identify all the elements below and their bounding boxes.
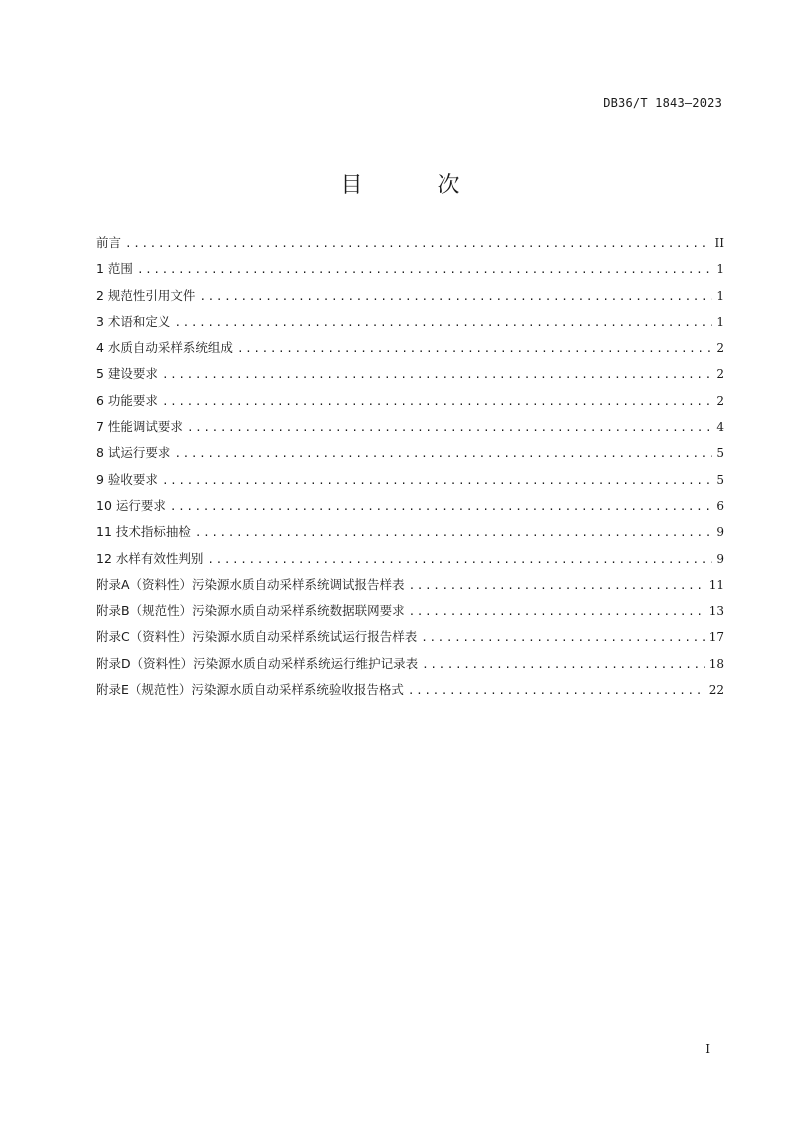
toc-leader-dots [409,575,705,597]
toc-entry[interactable] [96,653,724,679]
toc-entry-label: 2 规范性引用文件 [96,287,196,303]
toc-leader-dots [162,391,712,413]
toc-entry[interactable] [96,311,724,337]
toc-leader-dots [174,443,712,465]
toc-entry-label: 3 术语和定义 [96,313,171,329]
toc-entry-page: 22 [708,683,724,698]
toc-entry-label: 6 功能要求 [96,392,158,408]
toc-entry-label: 8 试运行要求 [96,445,171,461]
toc-entry[interactable] [96,390,724,416]
toc-leader-dots [137,259,712,281]
toc-leader-dots [162,470,712,492]
toc-leader-dots [125,233,711,255]
toc-leader-dots [162,364,712,386]
toc-entry-page: 5 [716,472,724,487]
toc-leader-dots [422,654,705,676]
toc-entry-page: 13 [708,604,724,619]
toc-entry[interactable] [96,416,724,442]
toc-entry[interactable] [96,232,724,258]
toc-entry-page: 17 [708,630,724,645]
toc-leader-dots [195,522,712,544]
page-title: 目 次 [340,173,494,198]
toc-entry-label: 附录A（资料性）污染源水质自动采样系统调试报告样表 [96,576,405,592]
toc-entry-label: 4 水质自动采样系统组成 [96,340,233,356]
toc-leader-dots [237,338,712,360]
toc-entry-label: 10 运行要求 [96,497,166,513]
toc-entry[interactable] [96,285,724,311]
toc-entry-page: 1 [716,262,724,277]
toc-leader-dots [174,312,712,334]
toc-entry-label: 1 范围 [96,261,133,277]
toc-entry[interactable] [96,442,724,468]
toc-entry-page: 1 [716,288,724,303]
toc-entry-label: 附录B（规范性）污染源水质自动采样系统数据联网要求 [96,603,405,619]
toc-entry-label: 附录C（资料性）污染源水质自动采样系统试运行报告样表 [96,629,418,645]
toc-entry[interactable] [96,548,724,574]
toc-entry-label: 7 性能调试要求 [96,419,183,435]
toc-entry-page: 11 [708,577,724,592]
toc-entry-page: 9 [716,525,724,540]
toc-entry-page: II [714,236,724,250]
toc-entry-page: 6 [716,498,724,513]
toc-entry-page: 2 [716,367,724,382]
toc-entry-page: 1 [716,314,724,329]
toc-entry[interactable] [96,521,724,547]
toc-entry[interactable] [96,258,724,284]
toc-entry[interactable] [96,679,724,705]
toc-entry[interactable] [96,337,724,363]
toc-entry-label: 12 水样有效性判别 [96,550,204,566]
toc-leader-dots [170,496,712,518]
toc-entry-page: 5 [716,446,724,461]
toc-entry-label: 附录D（资料性）污染源水质自动采样系统运行维护记录表 [96,655,419,671]
toc-leader-dots [409,601,705,623]
toc-entry[interactable] [96,600,724,626]
toc-entry-label: 9 验收要求 [96,471,158,487]
document-code: DB36/T 1843—2023 [603,96,722,110]
toc-leader-dots [408,680,705,702]
toc-entry-page: 9 [716,551,724,566]
toc-entry-label: 前言 [96,235,122,250]
toc-entry-page: 2 [716,341,724,356]
toc-leader-dots [207,549,712,571]
toc-entry[interactable] [96,363,724,389]
toc-entry[interactable] [96,574,724,600]
toc-leader-dots [187,417,712,439]
toc-entry[interactable] [96,626,724,652]
toc-entry-page: 18 [708,656,724,671]
toc-entry-label: 附录E（规范性）污染源水质自动采样系统验收报告格式 [96,682,404,698]
table-of-contents [96,232,724,705]
page-number: I [705,1042,710,1056]
toc-leader-dots [199,286,712,308]
toc-entry[interactable] [96,495,724,521]
toc-entry-page: 4 [716,420,724,435]
toc-entry-label: 5 建设要求 [96,366,158,382]
toc-entry[interactable] [96,469,724,495]
toc-entry-label: 11 技术指标抽检 [96,524,191,540]
toc-entry-page: 2 [716,393,724,408]
toc-leader-dots [421,627,704,649]
